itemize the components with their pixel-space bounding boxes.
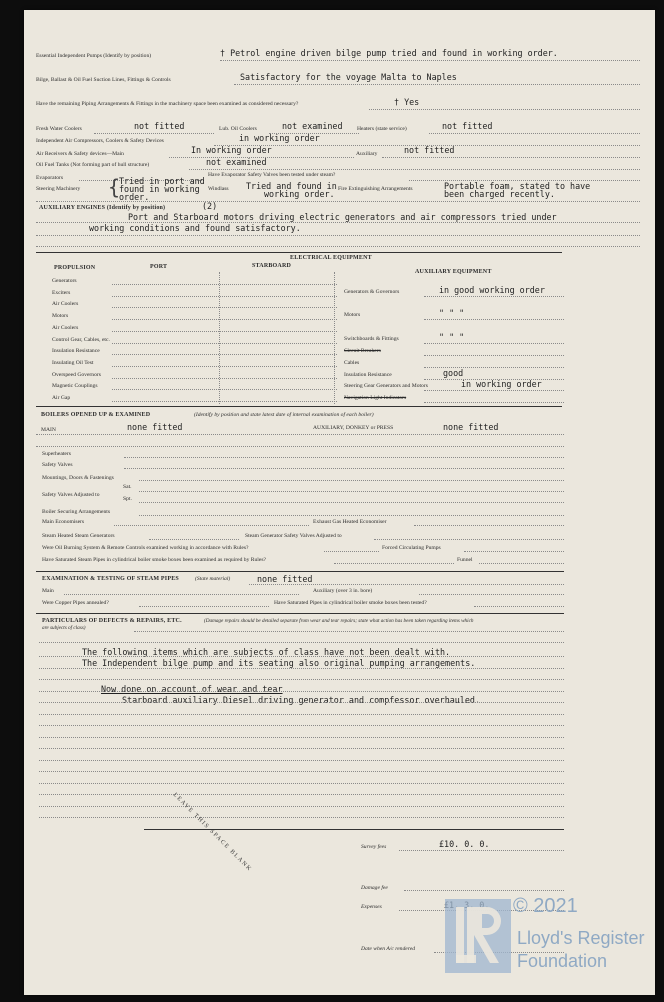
- aux-equipment-label: Circuit Breakers: [344, 348, 381, 354]
- brace: {: [108, 175, 121, 199]
- rule: [36, 246, 640, 247]
- boilers-header-note: (Identify by position and state latest date of internal examination of each boiler): [194, 412, 374, 418]
- propulsion-item: Air Coolers: [52, 301, 79, 307]
- aux-engines-value-1: Port and Starboard motors driving electric generators and air compressors tried under: [128, 212, 557, 222]
- boilers-header: BOILERS OPENED UP & EXAMINED: [41, 412, 151, 418]
- aux-engines-value-2: working conditions and found satisfactory.: [89, 223, 301, 233]
- boilers-main-label: MAIN: [41, 427, 56, 433]
- aux-equipment-value: in working order: [461, 379, 542, 389]
- fresh-water-value: not fitted: [134, 121, 185, 131]
- rule: [139, 606, 269, 607]
- rule: [189, 169, 640, 170]
- column-rule: [334, 272, 335, 404]
- copper-label: Were Copper Pipes annealed?: [42, 600, 109, 606]
- rule: [39, 656, 564, 657]
- propulsion-item: Control Gear, Cables, etc.: [52, 337, 110, 343]
- watermark-line-2: Foundation: [517, 951, 608, 971]
- independent-pumps-label: Essential Independent Pumps (Identify by position): [36, 53, 152, 59]
- rule: [382, 157, 640, 158]
- rule: [369, 109, 640, 110]
- rule: [39, 771, 564, 772]
- rule: [374, 539, 564, 540]
- rule: [404, 890, 564, 891]
- piping-value: † Yes: [394, 97, 420, 107]
- rule: [424, 355, 564, 356]
- rule: [112, 296, 337, 297]
- rule: [39, 714, 564, 715]
- rule: [249, 584, 564, 585]
- rule: [39, 760, 564, 761]
- rule: [39, 668, 564, 669]
- propulsion-item: Air Coolers: [52, 325, 79, 331]
- defects-line-1: The following items which are subjects of class have not been dealt with.: [82, 647, 451, 657]
- rule: [39, 794, 564, 795]
- aux-equipment-value: " " ": [439, 308, 465, 318]
- port-heading: PORT: [150, 264, 168, 270]
- steering-value-2: found in working: [119, 184, 200, 194]
- rule: [474, 606, 564, 607]
- rule: [399, 850, 564, 851]
- watermark-line-1: Lloyd's Register: [517, 928, 645, 948]
- aux-equipment-value: in good working order: [439, 285, 545, 295]
- air-compressors-label: Independent Air Compressors, Coolers & Safety Devices: [36, 138, 164, 144]
- rule: [112, 319, 337, 320]
- rule: [94, 133, 214, 134]
- rule: [139, 502, 564, 503]
- forced-circ-label: Forced Circulating Pumps: [382, 545, 441, 551]
- suction-lines-label: Bilge, Ballast & Oil Fuel Suction Lines, Fittings & Controls: [36, 77, 171, 83]
- survey-fees-label: Survey fees: [361, 844, 387, 850]
- defects-note-2: are subjects of class): [42, 625, 86, 631]
- boilers-main-value: none fitted: [127, 422, 183, 432]
- rule: [36, 434, 564, 435]
- propulsion-item: Air Gap: [52, 395, 71, 401]
- steam-pipes-main-label: Main: [42, 588, 54, 594]
- propulsion-heading: PROPULSION: [54, 265, 96, 271]
- rule: [112, 401, 337, 402]
- rule: [424, 343, 564, 344]
- rule: [479, 563, 564, 564]
- propulsion-item: Overspeed Governors: [52, 372, 101, 378]
- rule: [419, 594, 564, 595]
- aux-engines-label: AUXILIARY ENGINES (Identify by position): [39, 205, 166, 211]
- date-rendered-label: Date when A/c rendered: [361, 946, 416, 952]
- superheaters-label: Superheaters: [42, 451, 71, 457]
- steam-pipes-value: none fitted: [257, 574, 313, 584]
- propulsion-item: Generators: [52, 278, 77, 284]
- rule: [112, 378, 337, 379]
- sat-label: Sat.: [123, 484, 132, 490]
- defects-line-4: Starboard auxiliary Diesel driving generator and compfessor overhauled.: [122, 695, 480, 705]
- section-divider: [36, 571, 564, 572]
- safety-valves-label: Safety Valves: [42, 462, 73, 468]
- steering-label: Steering Machinery: [36, 186, 81, 192]
- steam-gen-safety-label: Steam Generator Safety Valves Adjusted to: [245, 533, 342, 539]
- fire-value-2: been charged recently.: [444, 189, 555, 199]
- safety-valves-adjusted-label: Safety Valves Adjusted to: [42, 492, 100, 498]
- rule: [234, 84, 640, 85]
- evap-safety-label: Have Evaporator Safety Valves been tested under steam?: [208, 172, 336, 178]
- mountings-label: Mountings, Doors & Fastenings: [42, 475, 114, 481]
- oil-burning-label: Were Oil Burning System & Remote Controls examined working in accordance with Rules?: [42, 545, 249, 551]
- rule: [114, 525, 309, 526]
- rule: [324, 551, 379, 552]
- rule: [39, 737, 564, 738]
- lr-logo-icon: [445, 899, 511, 973]
- section-divider: [36, 252, 562, 253]
- rule: [149, 539, 239, 540]
- survey-fees-value: £10. 0. 0.: [439, 839, 490, 849]
- rule: [112, 284, 337, 285]
- electrical-title: ELECTRICAL EQUIPMENT: [290, 255, 372, 261]
- propulsion-item: Insulation Resistance: [52, 348, 100, 354]
- damage-fee-label: Damage fee: [361, 885, 388, 891]
- air-receivers-value: In working order: [191, 145, 272, 155]
- heaters-label: Heaters (state service): [357, 126, 407, 132]
- aux-equipment-label: Insulation Resistance: [344, 372, 392, 378]
- windlass-value-1: Tried and found in: [246, 181, 337, 191]
- windlass-value-2: working order.: [264, 189, 335, 199]
- defects-line-3: Now done on account of wear and tear: [101, 684, 283, 694]
- rule: [424, 390, 564, 391]
- rule: [429, 133, 640, 134]
- aux-equipment-label: Steering Gear Generators and Motors: [344, 383, 428, 389]
- rule: [39, 642, 564, 643]
- rule: [39, 817, 564, 818]
- column-rule: [219, 272, 220, 404]
- rule: [36, 222, 640, 223]
- rule: [139, 491, 564, 492]
- oil-fuel-tanks-label: Oil Fuel Tanks (Not forming part of hull structure): [36, 162, 150, 168]
- aux-engines-count: (2): [202, 201, 218, 211]
- boilers-aux-value: none fitted: [443, 422, 499, 432]
- evaporators-label: Evaporators: [36, 175, 64, 181]
- survey-report-page: [24, 10, 655, 995]
- rule: [124, 457, 564, 458]
- rule: [39, 702, 564, 703]
- auxiliary-label: Auxiliary: [356, 151, 378, 157]
- aux-equipment-heading: AUXILIARY EQUIPMENT: [415, 269, 492, 275]
- rule: [39, 691, 564, 692]
- rule: [36, 446, 564, 447]
- rule: [112, 389, 337, 390]
- rule: [112, 343, 337, 344]
- rule: [414, 525, 564, 526]
- auxiliary-value: not fitted: [404, 145, 455, 155]
- rule: [112, 307, 337, 308]
- steam-pipes-note: (State material): [195, 576, 231, 582]
- lub-oil-value: not examined: [282, 121, 343, 131]
- rule: [424, 296, 564, 297]
- rule: [424, 402, 564, 403]
- steering-value-3: order.: [119, 192, 150, 202]
- propulsion-item: Insulating Oil Test: [52, 360, 94, 366]
- rule: [112, 366, 337, 367]
- lub-oil-label: Lub. Oil Coolers: [219, 126, 257, 132]
- spt-label: Spt.: [123, 496, 132, 502]
- section-divider: [36, 613, 564, 614]
- windlass-label: Windlass: [208, 186, 229, 192]
- defects-line-2: The Independent bilge pump and its seating also original pumping arrangements.: [82, 658, 476, 668]
- defects-header: PARTICULARS OF DEFECTS & REPAIRS, ETC.: [42, 618, 182, 624]
- fire-value-1: Portable foam, stated to have: [444, 181, 591, 191]
- suction-lines-value: Satisfactory for the voyage Malta to Naples: [240, 72, 457, 82]
- rule: [134, 631, 564, 632]
- expenses-label: Expenses: [361, 904, 382, 910]
- watermark-copyright: © 2021: [513, 895, 578, 917]
- lloyds-register-watermark: [445, 895, 655, 975]
- rule: [39, 725, 564, 726]
- oil-fuel-tanks-value: not examined: [206, 157, 267, 167]
- saturated-label: Have Saturated Steam Pipes in cylindrical boiler smoke boxes been examined as required by Rules?: [42, 557, 266, 563]
- rule: [39, 748, 564, 749]
- aux-equipment-value: " " ": [439, 332, 465, 342]
- rule: [334, 563, 454, 564]
- steam-pipes-header: EXAMINATION & TESTING OF STEAM PIPES: [42, 576, 179, 582]
- propulsion-item: Exciters: [52, 290, 71, 296]
- rule: [139, 480, 564, 481]
- funnel-label: Funnel: [457, 557, 473, 563]
- aux-equipment-label: Generators & Governors: [344, 289, 400, 295]
- independent-pumps-value: † Petrol engine driven bilge pump tried and found in working order.: [220, 48, 558, 58]
- starboard-heading: STARBOARD: [252, 263, 292, 269]
- rule: [39, 679, 564, 680]
- saturated-pipes-label: Have Saturated Pipes in cylindrical boiler smoke boxes been tested?: [274, 600, 427, 606]
- fire-label: Fire Extinguishing Arrangements: [338, 186, 413, 192]
- air-receivers-label: Air Receivers & Safety devices—Main: [36, 151, 124, 157]
- main-economisers-label: Main Economisers: [42, 519, 85, 525]
- aux-equipment-label: Switchboards & Fittings: [344, 336, 399, 342]
- rule: [112, 354, 337, 355]
- rule: [36, 235, 640, 236]
- aux-equipment-label: Navigation Light Indicators: [344, 395, 407, 401]
- defects-note-1: (Damage repairs should be detailed separate from wear and tear repairs; state what action has been taken regarding items which: [204, 618, 474, 624]
- exhaust-gas-label: Exhaust Gas Heated Economiser: [313, 519, 387, 525]
- steering-value-1: Tried in port and: [119, 176, 205, 186]
- rule: [64, 594, 299, 595]
- rule: [39, 783, 564, 784]
- propulsion-item: Motors: [52, 313, 69, 319]
- propulsion-item: Magnetic Couplings: [52, 383, 98, 389]
- piping-label: Have the remaining Piping Arrangements & Fittings in the machinery space been examined as considered necessary?: [36, 101, 299, 107]
- rule: [39, 806, 564, 807]
- rule: [464, 551, 564, 552]
- boilers-aux-label: AUXILIARY, DONKEY or PRESS: [313, 425, 394, 431]
- steam-pipes-aux-label: Auxiliary (over 3 in. bore): [313, 588, 373, 594]
- leave-blank-stamp: LEAVE THIS SPACE BLANK: [171, 792, 253, 873]
- rule: [36, 201, 640, 202]
- aux-equipment-label: Cables: [344, 360, 360, 366]
- heaters-value: not fitted: [442, 121, 493, 131]
- rule: [424, 319, 564, 320]
- rule: [220, 60, 640, 61]
- rule: [139, 515, 564, 516]
- aux-equipment-label: Motors: [344, 312, 361, 318]
- aux-equipment-value: good: [443, 368, 464, 378]
- fresh-water-label: Fresh Water Coolers: [36, 126, 82, 132]
- rule: [112, 331, 337, 332]
- section-divider: [36, 406, 562, 407]
- steam-heated-label: Steam Heated Steam Generators: [42, 533, 115, 539]
- boiler-securing-label: Boiler Securing Arrangements: [42, 509, 111, 515]
- air-compressors-value: in working order: [239, 133, 320, 143]
- rule: [124, 468, 564, 469]
